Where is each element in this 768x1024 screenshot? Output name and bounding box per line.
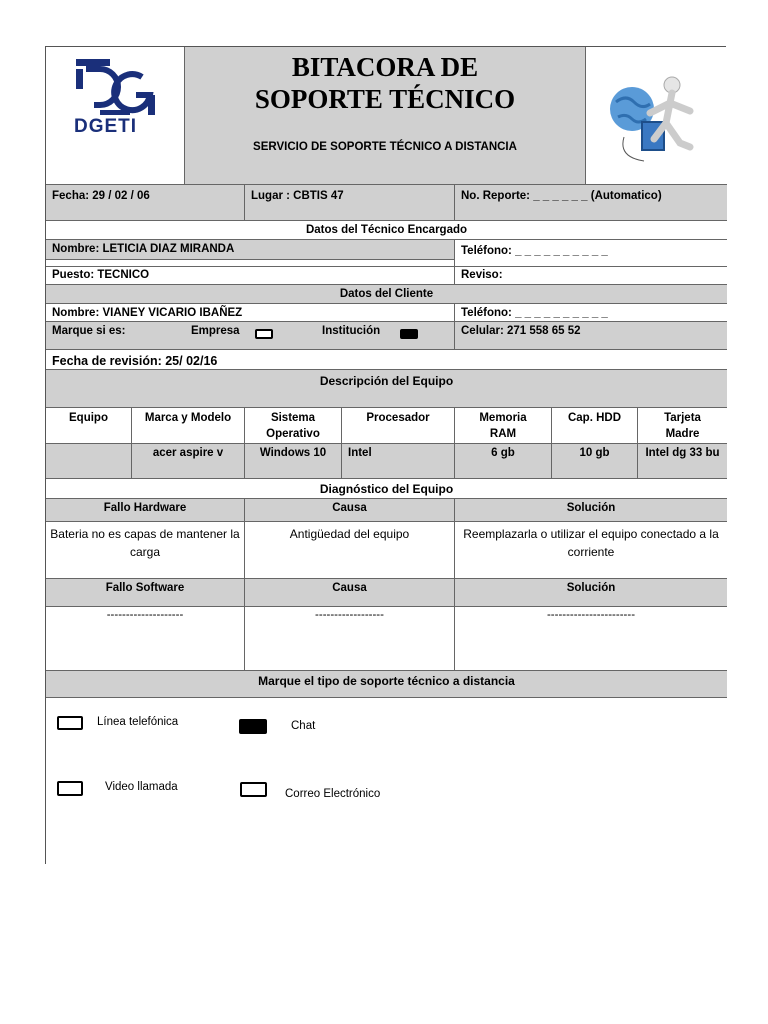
technician-section-header: Datos del Técnico Encargado xyxy=(46,221,727,240)
technician-position: Puesto: TECNICO xyxy=(46,267,455,285)
company-label: Empresa xyxy=(191,325,240,337)
page-title: BITACORA DE SOPORTE TÉCNICO xyxy=(254,52,516,114)
hardware-cause-value: Antigüedad del equipo xyxy=(245,522,455,579)
date-field: Fecha: 29 / 02 / 06 xyxy=(46,185,245,221)
brand-model-value: acer aspire v xyxy=(132,444,245,479)
illustration-cell xyxy=(586,47,727,185)
video-call-checkbox[interactable] xyxy=(57,781,83,796)
client-name: Nombre: VIANEY VICARIO IBAÑEZ xyxy=(46,304,455,322)
software-cause-value: ------------------ xyxy=(245,607,455,671)
motherboard-value: Intel dg 33 bu xyxy=(638,444,727,479)
os-header: Sistema Operativo xyxy=(245,408,342,444)
place-field: Lugar : CBTIS 47 xyxy=(245,185,455,221)
logo-text: DGETI xyxy=(74,116,138,137)
email-label: Correo Electrónico xyxy=(285,788,381,800)
software-fault-header: Fallo Software xyxy=(46,579,245,607)
chat-checkbox[interactable] xyxy=(239,719,267,734)
logo-cell xyxy=(46,47,185,185)
motherboard-header: Tarjeta Madre xyxy=(638,408,727,444)
processor-value: Intel xyxy=(342,444,455,479)
support-type-section-header: Marque el tipo de soporte técnico a distancia xyxy=(46,671,727,698)
diagnosis-section-header: Diagnóstico del Equipo xyxy=(46,479,727,499)
client-phone: Teléfono: _ _ _ _ _ _ _ _ _ _ xyxy=(455,304,727,322)
ram-value: 6 gb xyxy=(455,444,552,479)
client-section-header: Datos del Cliente xyxy=(46,285,727,304)
reviewed-by: Reviso: xyxy=(455,267,727,285)
technician-name: Nombre: LETICIA DIAZ MIRANDA xyxy=(46,240,455,260)
technician-phone: Teléfono: _ _ _ _ _ _ _ _ _ _ xyxy=(455,240,727,267)
email-checkbox[interactable] xyxy=(240,782,267,797)
software-solution-value: ----------------------- xyxy=(455,607,727,671)
institution-label: Institución xyxy=(322,325,381,337)
hardware-solution-value: Reemplazarla o utilizar el equipo conectado a la corriente xyxy=(455,522,727,579)
page-subtitle: SERVICIO DE SOPORTE TÉCNICO A DISTANCIA xyxy=(253,141,517,153)
software-solution-header: Solución xyxy=(455,579,727,607)
institution-checkbox[interactable] xyxy=(400,329,418,339)
ram-header: Memoria RAM xyxy=(455,408,552,444)
software-fault-value: -------------------- xyxy=(46,607,245,671)
hardware-solution-header: Solución xyxy=(455,499,727,522)
equipment-section-header: Descripción del Equipo xyxy=(46,370,727,408)
support-log-form xyxy=(45,46,726,864)
revision-date: Fecha de revisión: 25/ 02/16 xyxy=(46,350,727,370)
technician-spacer xyxy=(46,260,455,267)
hardware-fault-value: Bateria no es capas de mantener la carga xyxy=(46,522,245,579)
software-cause-header: Causa xyxy=(245,579,455,607)
hardware-cause-header: Causa xyxy=(245,499,455,522)
title-cell xyxy=(185,47,586,185)
company-checkbox[interactable] xyxy=(255,329,273,339)
hdd-header: Cap. HDD xyxy=(552,408,638,444)
client-type-row xyxy=(46,322,455,350)
os-value: Windows 10 xyxy=(245,444,342,479)
dgeti-logo-icon xyxy=(72,55,162,125)
processor-header: Procesador xyxy=(342,408,455,444)
client-mobile: Celular: 271 558 65 52 xyxy=(455,322,727,350)
phone-line-label: Línea telefónica xyxy=(97,716,179,728)
equipment-header: Equipo xyxy=(46,408,132,444)
hdd-value: 10 gb xyxy=(552,444,638,479)
support-technician-icon xyxy=(604,67,714,167)
hardware-fault-header: Fallo Hardware xyxy=(46,499,245,522)
video-call-label: Video llamada xyxy=(105,781,178,793)
support-type-options xyxy=(46,698,727,865)
phone-line-checkbox[interactable] xyxy=(57,716,83,730)
client-type-label: Marque si es: xyxy=(52,325,126,337)
chat-label: Chat xyxy=(291,720,316,732)
report-number-field: No. Reporte: _ _ _ _ _ _ (Automatico) xyxy=(455,185,727,221)
equipment-value xyxy=(46,444,132,479)
brand-model-header: Marca y Modelo xyxy=(132,408,245,444)
